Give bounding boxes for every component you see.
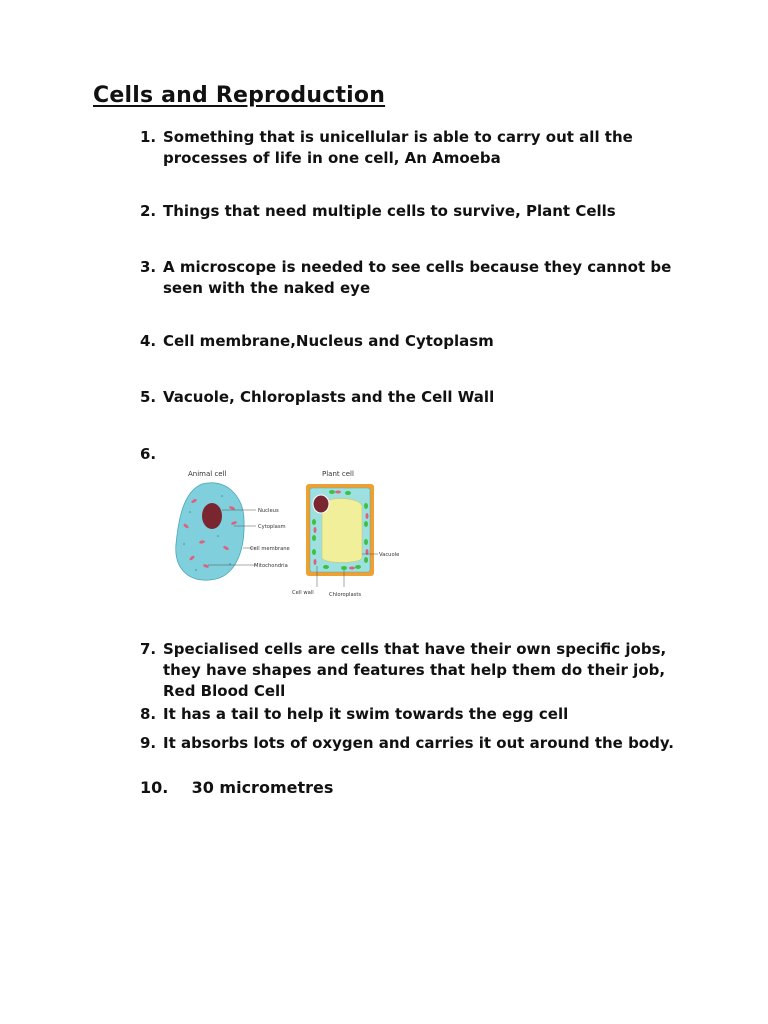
list-item-10 bbox=[140, 778, 333, 797]
list-item-8 bbox=[140, 704, 700, 725]
item-number: 1. bbox=[140, 128, 157, 146]
label-cell-wall: Cell wall bbox=[292, 590, 314, 596]
list-item-3 bbox=[140, 257, 700, 299]
item-text: 30 micrometres bbox=[191, 778, 334, 797]
list-item-9 bbox=[140, 733, 700, 754]
label-vacuole: Vacuole bbox=[379, 552, 400, 558]
item-number: 8. bbox=[140, 705, 157, 723]
item-text: Things that need multiple cells to survive, Plant Cells bbox=[163, 202, 616, 220]
item-number: 6. bbox=[140, 445, 157, 463]
animal-nucleus bbox=[202, 503, 222, 529]
label-cytoplasm: Cytoplasm bbox=[258, 524, 286, 530]
label-chloroplasts: Chloroplasts bbox=[329, 592, 362, 598]
list-item-5 bbox=[140, 387, 700, 408]
label-cell-membrane: Cell membrane bbox=[250, 546, 290, 552]
item-text: Specialised cells are cells that have their own specific jobs, they have shapes and features that help them do their job, Red Blood Cell bbox=[163, 640, 667, 700]
label-mitochondria: Mitochondria bbox=[254, 563, 288, 569]
item-number: 5. bbox=[140, 388, 157, 406]
plant-nucleus bbox=[313, 495, 329, 513]
page-title: Cells and Reproduction bbox=[93, 83, 386, 108]
item-text: It absorbs lots of oxygen and carries it out around the body. bbox=[163, 734, 674, 752]
item-text: A microscope is needed to see cells because they cannot be seen with the naked eye bbox=[163, 258, 672, 297]
item-text: It has a tail to help it swim towards the egg cell bbox=[163, 705, 569, 723]
list-item-1 bbox=[140, 127, 700, 169]
item-text: Something that is unicellular is able to carry out all the processes of life in one cell, An Amoeba bbox=[163, 128, 633, 167]
item-number: 2. bbox=[140, 202, 157, 220]
animal-cell-body bbox=[176, 483, 244, 580]
item-text: Vacuole, Chloroplasts and the Cell Wall bbox=[163, 388, 495, 406]
list-item-7 bbox=[140, 639, 700, 702]
list-item-2 bbox=[140, 201, 700, 222]
item-number: 7. bbox=[140, 640, 157, 658]
item-number: 10. bbox=[140, 778, 169, 797]
cell-diagram bbox=[172, 466, 412, 602]
list-item-4 bbox=[140, 331, 700, 352]
plant-cell-title: Plant cell bbox=[322, 470, 354, 478]
animal-cell-title: Animal cell bbox=[188, 470, 227, 478]
item-text: Cell membrane,Nucleus and Cytoplasm bbox=[163, 332, 494, 350]
label-nucleus: Nucleus bbox=[258, 508, 279, 514]
item-number: 9. bbox=[140, 734, 157, 752]
item-number: 4. bbox=[140, 332, 157, 350]
item-number: 3. bbox=[140, 258, 157, 276]
